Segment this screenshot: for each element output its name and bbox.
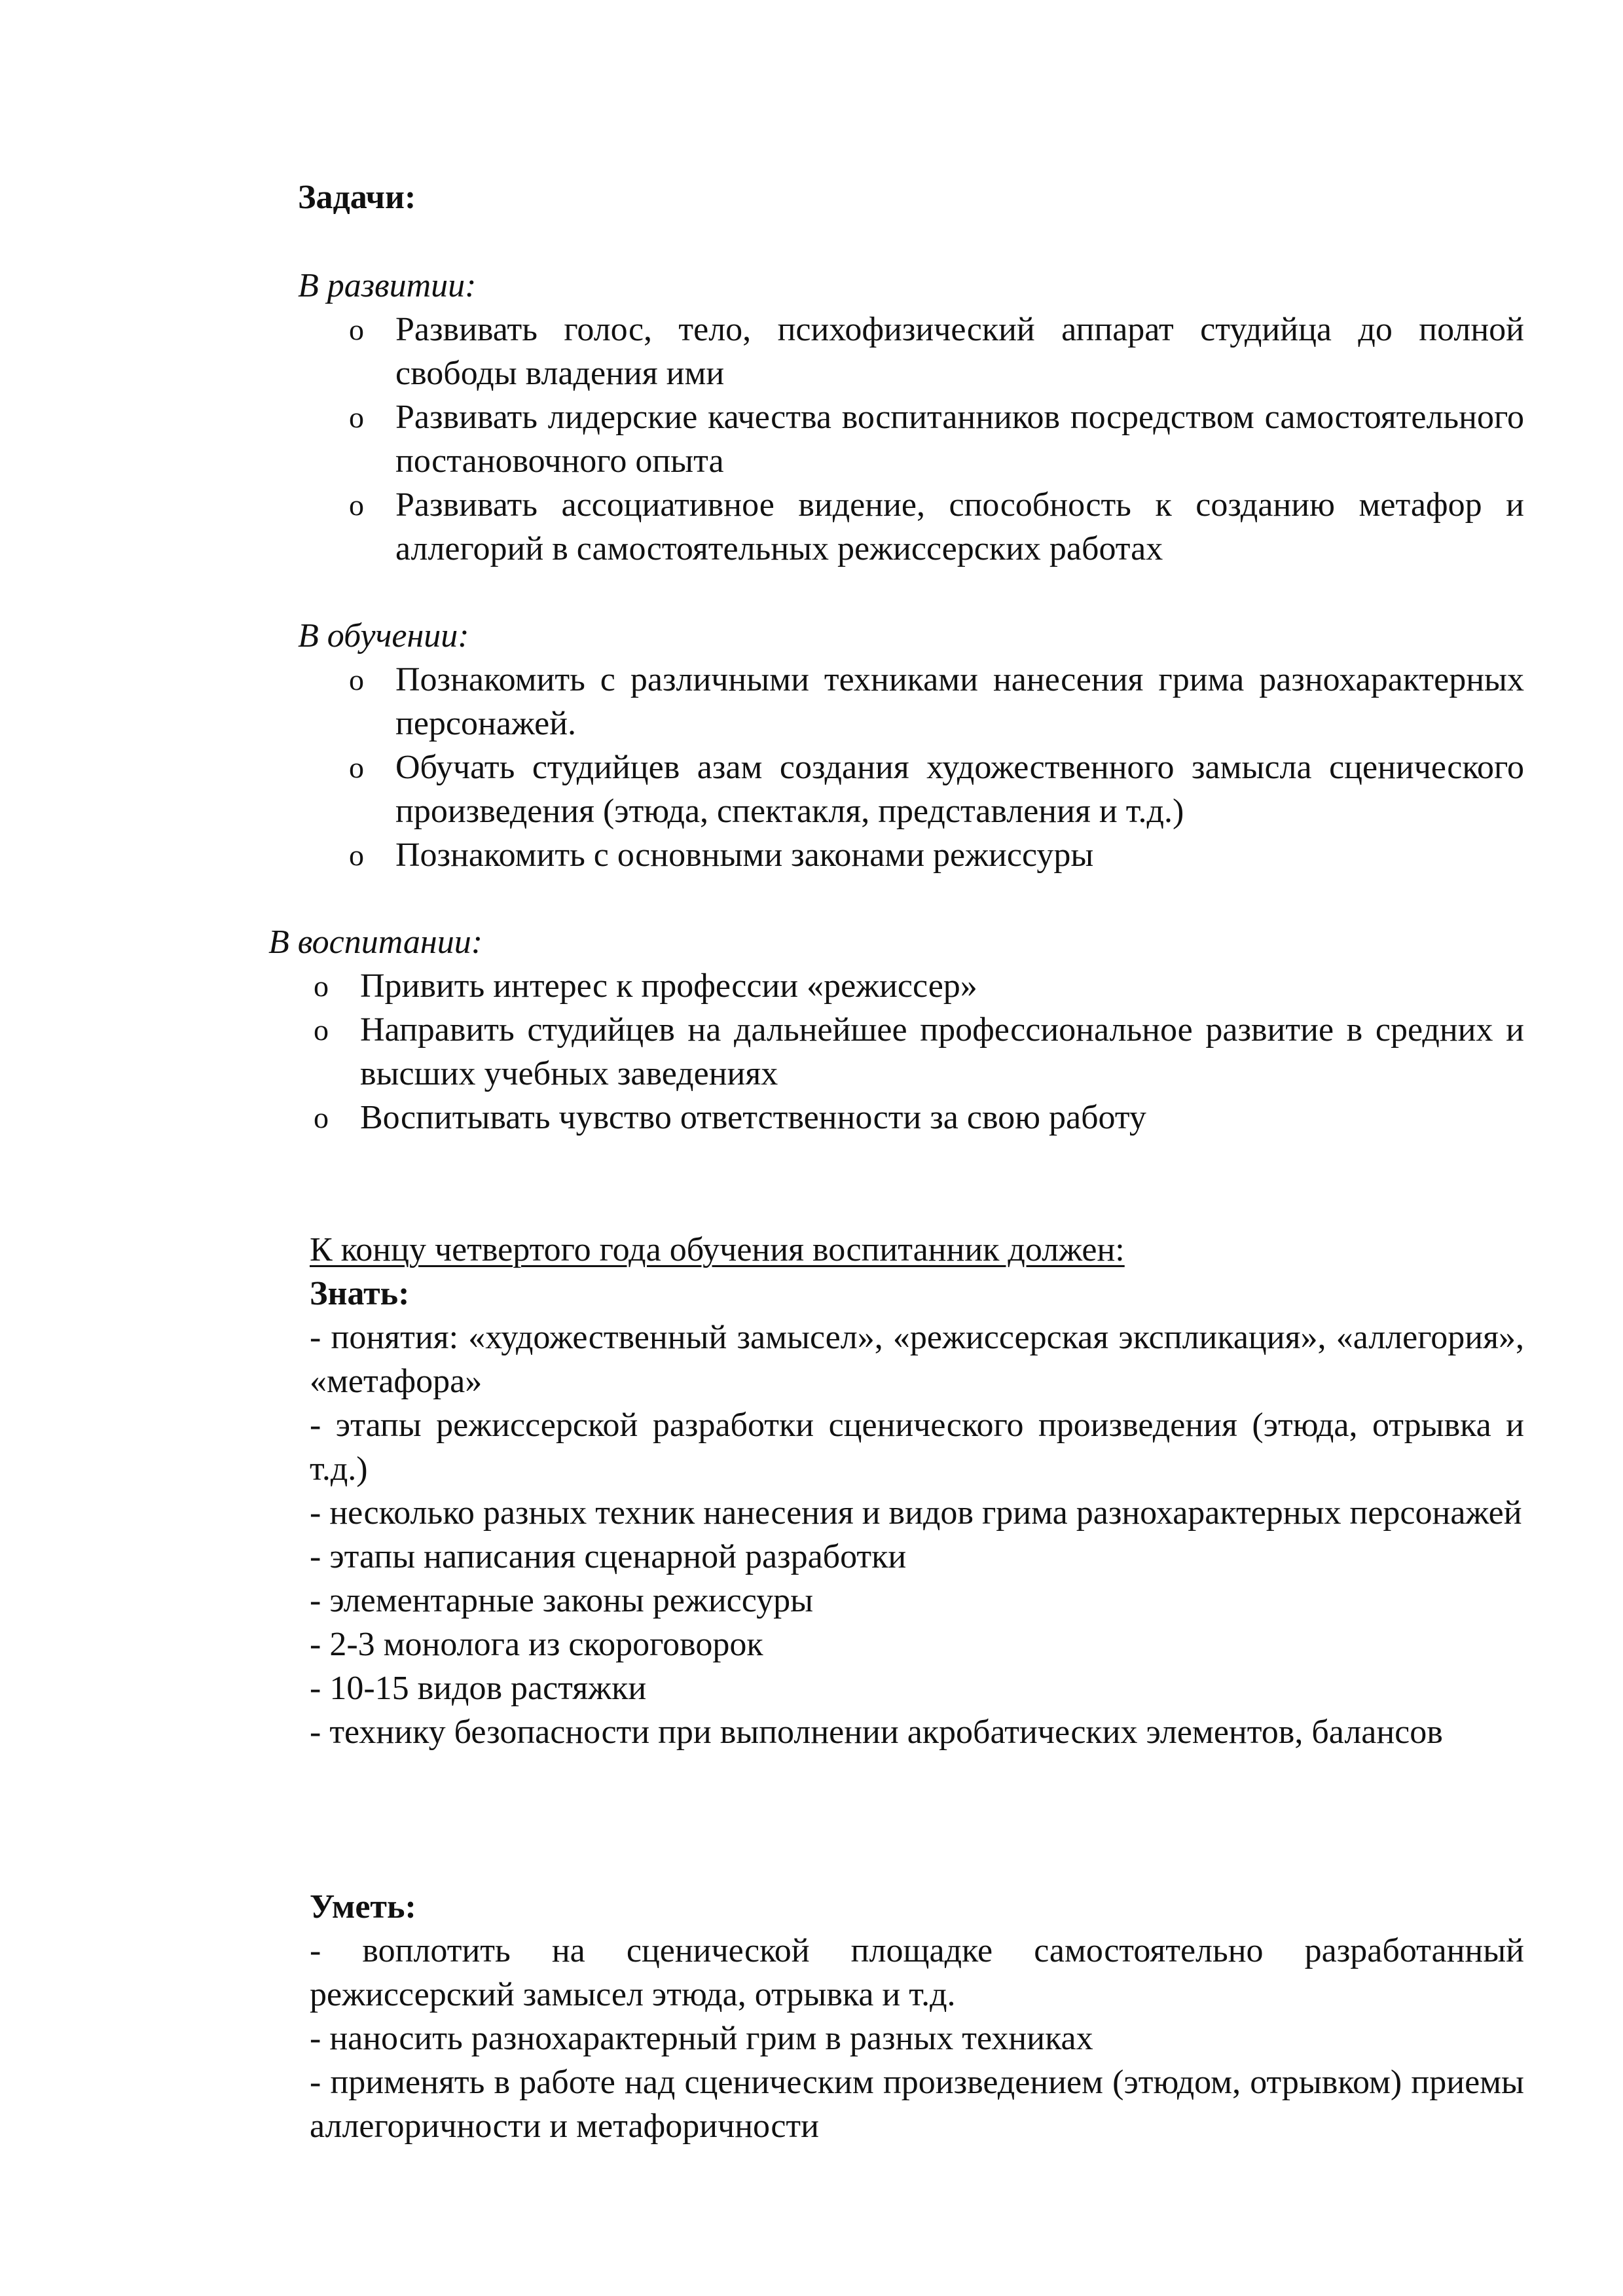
list-item: - этапы режиссерской разработки сценического произведения (этюда, отрывка и т.д.) [310, 1407, 1524, 1488]
list-item: o Познакомить с основными законами режиссуры [395, 833, 1524, 877]
list-item: o Развивать голос, тело, психофизический аппарат студийца до полной свободы владения ими [395, 308, 1524, 395]
know-heading: Знать: [310, 1275, 410, 1312]
list-item: - 10-15 видов растяжки [310, 1670, 647, 1707]
circle-bullet-icon: o [314, 969, 329, 1003]
list-item: - этапы написания сценарной разработки [310, 1538, 907, 1575]
list-item: o Привить интерес к профессии «режиссер» [360, 964, 1524, 1008]
circle-bullet-icon: o [314, 1101, 329, 1134]
circle-bullet-icon: o [314, 1013, 329, 1047]
tasks-title: Задачи: [298, 179, 416, 216]
list-item: - наносить разнохарактерный грим в разных техниках [310, 2020, 1093, 2057]
know-list [310, 1316, 1524, 1754]
list-item: o Познакомить с различными техниками нанесения грима разнохарактерных персонажей. [395, 658, 1524, 745]
circle-bullet-icon: o [349, 401, 364, 434]
development-list [349, 308, 1524, 571]
circle-bullet-icon: o [349, 488, 364, 522]
list-item: o Развивать лидерские качества воспитанников посредством самостоятельного постановочного опыта [395, 395, 1524, 483]
circle-bullet-icon: o [349, 663, 364, 696]
list-item: - элементарные законы режиссуры [310, 1582, 814, 1619]
list-item: o Обучать студийцев азам создания художественного замысла сценического произведения (этюда, спектакля, представления и т.д.) [395, 745, 1524, 833]
upbringing-list [314, 964, 1524, 1139]
list-item: - несколько разных техник нанесения и видов грима разнохарактерных персонажей [310, 1494, 1522, 1532]
section-heading-upbringing: В воспитании: [268, 924, 483, 961]
list-item: o Развивать ассоциативное видение, способность к созданию метафор и аллегорий в самостоятельных режиссерских работах [395, 483, 1524, 571]
list-item: o Направить студийцев на дальнейшее профессиональное развитие в средних и высших учебных заведениях [360, 1008, 1524, 1096]
list-item: - понятия: «художественный замысел», «режиссерская экспликация», «аллегория», «метафора» [310, 1319, 1524, 1400]
section-heading-learning: В обучении: [298, 617, 469, 655]
circle-bullet-icon: o [349, 838, 364, 872]
outcomes-intro: К концу четвертого года обучения воспитанник должен: [310, 1231, 1125, 1268]
list-item: - технику безопасности при выполнении акробатических элементов, балансов [310, 1713, 1443, 1751]
list-item: o Воспитывать чувство ответственности за свою работу [360, 1096, 1524, 1139]
list-item: - применять в работе над сценическим произведением (этюдом, отрывком) приемы аллегоричности и метафоричности [310, 2064, 1524, 2145]
can-list [310, 1929, 1524, 2148]
circle-bullet-icon: o [349, 313, 364, 346]
circle-bullet-icon: o [349, 751, 364, 784]
list-item: - воплотить на сценической площадке самостоятельно разработанный режиссерский замысел этюда, отрывка и т.д. [310, 1932, 1524, 2013]
section-heading-development: В развитии: [298, 267, 477, 304]
learning-list [349, 658, 1524, 877]
can-heading: Уметь: [310, 1888, 416, 1926]
list-item: - 2-3 монолога из скороговорок [310, 1626, 763, 1663]
